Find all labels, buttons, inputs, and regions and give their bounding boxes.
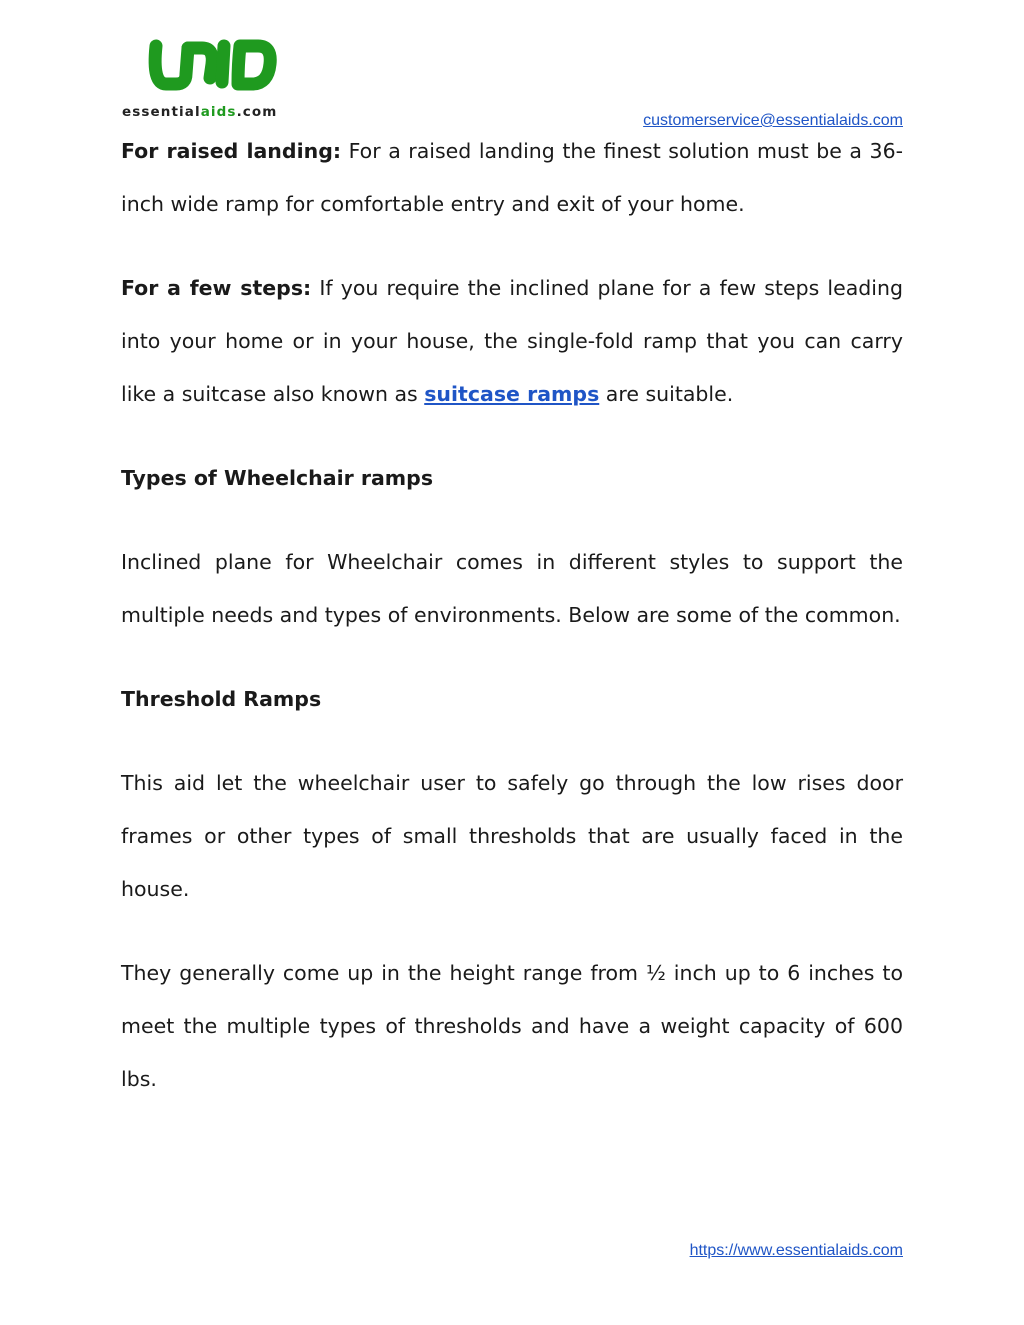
threshold-heading <box>121 673 903 726</box>
raised-landing-label: For raised landing: <box>121 139 342 163</box>
raised-landing-text: For a raised landing the finest solution must be a 36-inch wide ramp for comfortable entry and exit of your home. <box>121 139 904 216</box>
suitcase-ramps-link[interactable]: suitcase ramps <box>424 382 600 406</box>
footer-website-link[interactable]: https://www.essentialaids.com <box>689 1242 903 1259</box>
threshold-paragraph-2: They generally come up in the height range from ½ inch up to 6 inches to meet the multiple types of thresholds and have a weight capacity of 600 lbs. <box>121 961 903 1091</box>
threshold-heading-text: Threshold Ramps <box>121 687 322 711</box>
document-body <box>121 125 903 1106</box>
essentialaids-logo-icon <box>142 34 282 96</box>
email-link[interactable]: customerservice@essentialaids.com <box>643 112 903 129</box>
types-heading-text: Types of Wheelchair ramps <box>121 466 434 490</box>
brand-logo[interactable] <box>122 34 294 124</box>
types-paragraph: Inclined plane for Wheelchair comes in different styles to support the multiple needs and types of environments. Below are some of the common. <box>121 550 903 627</box>
brand-prefix: essential <box>122 104 201 120</box>
few-steps-paragraph <box>121 262 903 421</box>
threshold-paragraph-1: This aid let the wheelchair user to safely go through the low rises door frames or other types of small thresholds that are usually faced in the house. <box>121 771 903 901</box>
few-steps-label: For a few steps: <box>121 276 312 300</box>
types-heading <box>121 452 903 505</box>
few-steps-text-end: are suitable. <box>599 382 734 406</box>
brand-accent: aids <box>200 104 237 120</box>
brand-wordmark <box>122 104 294 120</box>
brand-suffix: .com <box>236 104 278 120</box>
few-steps-text: If you require the inclined plane for a few steps leading into your home or in your house, the single-fold ramp that you can carry like a suitcase also known as <box>121 276 903 406</box>
raised-landing-paragraph <box>121 125 903 231</box>
